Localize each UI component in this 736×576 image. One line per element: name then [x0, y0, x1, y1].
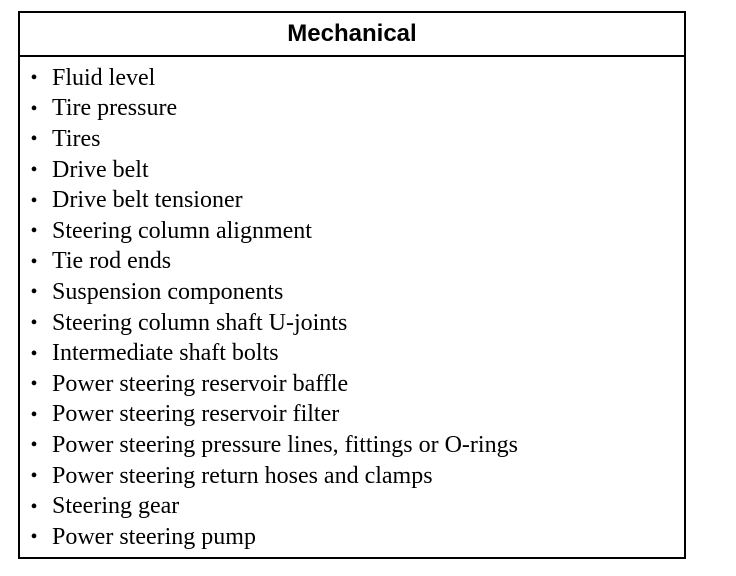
bullet-icon: •	[30, 128, 38, 151]
list-item-label: Tire pressure	[52, 95, 178, 122]
list-item	[20, 338, 684, 369]
list-item-label: Tires	[52, 125, 101, 152]
list-item-label: Drive belt	[52, 156, 149, 183]
list-item	[20, 400, 684, 431]
list-item-label: Steering column alignment	[52, 217, 312, 244]
bullet-icon: •	[30, 434, 38, 457]
list-item-label: Suspension components	[52, 278, 284, 305]
bullet-icon: •	[30, 159, 38, 182]
panel-title: Mechanical	[287, 20, 417, 47]
list-item-label: Power steering pressure lines, fittings or O-rings	[52, 431, 518, 458]
list-item	[20, 94, 684, 125]
list-item	[20, 185, 684, 216]
list-item-label: Tie rod ends	[52, 248, 172, 275]
bullet-icon: •	[30, 373, 38, 396]
bullet-icon: •	[30, 97, 38, 120]
bullet-icon: •	[30, 312, 38, 335]
list-item	[20, 461, 684, 492]
checklist	[20, 57, 684, 553]
panel-header	[20, 13, 684, 57]
list-item	[20, 247, 684, 278]
list-item	[20, 277, 684, 308]
mechanical-checklist-panel	[18, 11, 686, 559]
list-item	[20, 63, 684, 94]
list-item-label: Power steering reservoir baffle	[52, 370, 349, 397]
bullet-icon: •	[30, 465, 38, 488]
bullet-icon: •	[30, 220, 38, 243]
list-item-label: Power steering reservoir filter	[52, 401, 340, 428]
list-item-label: Power steering return hoses and clamps	[52, 462, 433, 489]
bullet-icon: •	[30, 250, 38, 273]
list-item	[20, 491, 684, 522]
bullet-icon: •	[30, 189, 38, 212]
list-item-label: Fluid level	[52, 64, 156, 91]
list-item	[20, 430, 684, 461]
list-item-label: Power steering pump	[52, 523, 256, 550]
list-item	[20, 308, 684, 339]
list-item-label: Steering column shaft U-joints	[52, 309, 348, 336]
list-item-label: Drive belt tensioner	[52, 187, 243, 214]
bullet-icon: •	[30, 495, 38, 518]
list-item	[20, 124, 684, 155]
bullet-icon: •	[30, 526, 38, 549]
list-item	[20, 216, 684, 247]
bullet-icon: •	[30, 342, 38, 365]
list-item	[20, 155, 684, 186]
bullet-icon: •	[30, 67, 38, 90]
list-item	[20, 369, 684, 400]
list-item	[20, 522, 684, 553]
list-item-label: Steering gear	[52, 493, 180, 520]
bullet-icon: •	[30, 281, 38, 304]
bullet-icon: •	[30, 403, 38, 426]
list-item-label: Intermediate shaft bolts	[52, 340, 279, 367]
